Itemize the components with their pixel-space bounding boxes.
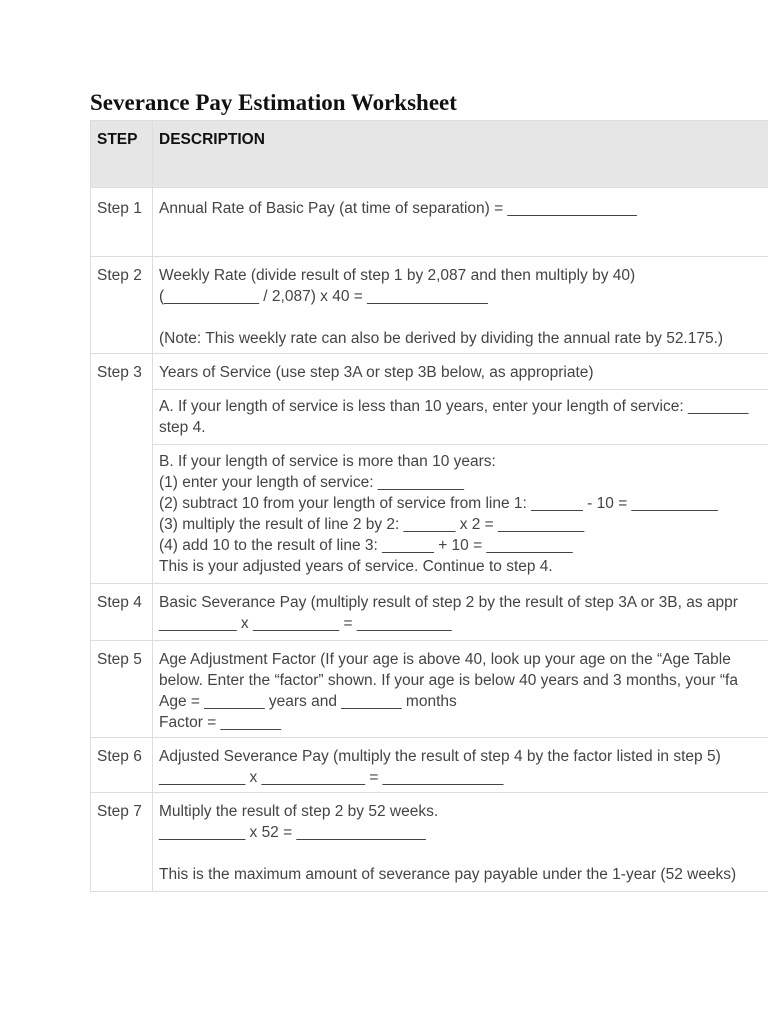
description-line: (2) subtract 10 from your length of service from line 1: ______ - 10 = __________ [159, 495, 718, 512]
description-line: Weekly Rate (divide result of step 1 by 2,087 and then multiply by 40) [159, 267, 636, 284]
formula-line: _________ x __________ = ___________ [159, 615, 452, 632]
note-line: (Note: This weekly rate can also be derived by dividing the annual rate by 52.175.) [159, 330, 724, 347]
table-row-step-1 [91, 188, 768, 257]
step-description [153, 738, 768, 793]
worksheet-table-container [90, 120, 768, 892]
table-header-row [91, 121, 768, 188]
step-label: Step 6 [91, 738, 153, 793]
page-title: Severance Pay Estimation Worksheet [90, 90, 457, 115]
description-line: Basic Severance Pay (multiply result of step 2 by the result of step 3A or 3B, as appr [159, 594, 738, 611]
step-description [153, 188, 768, 257]
step-3a-description [153, 390, 768, 445]
formula-line: (___________ / 2,087) x 40 = ______________ [159, 288, 488, 305]
table-row-step-6 [91, 738, 768, 793]
description-line: Age Adjustment Factor (If your age is above 40, look up your age on the “Age Table [159, 651, 731, 668]
step-label: Step 1 [91, 188, 153, 257]
step-description [153, 584, 768, 641]
formula-line: __________ x ____________ = ______________ [159, 769, 504, 786]
table-row-step-4 [91, 584, 768, 641]
table-row-step-3b [91, 445, 768, 584]
table-row-step-3a [91, 390, 768, 445]
step-label: Step 2 [91, 257, 153, 354]
description-line: Years of Service (use step 3A or step 3B below, as appropriate) [159, 364, 594, 381]
description-line: Annual Rate of Basic Pay (at time of separation) = _______________ [159, 200, 637, 217]
description-line: Multiply the result of step 2 by 52 weeks. [159, 803, 439, 820]
worksheet-table [90, 120, 768, 892]
table-row-step-5 [91, 641, 768, 738]
description-line: below. Enter the “factor” shown. If your age is below 40 years and 3 months, your “fa [159, 672, 738, 689]
step-label: Step 3 [91, 354, 153, 584]
formula-line: Factor = _______ [159, 714, 281, 731]
step-label: Step 4 [91, 584, 153, 641]
description-line: B. If your length of service is more than 10 years: [159, 453, 496, 470]
header-description: DESCRIPTION [153, 121, 768, 188]
description-line: This is the maximum amount of severance pay payable under the 1-year (52 weeks) [159, 866, 737, 883]
header-step: STEP [91, 121, 153, 188]
description-line: (3) multiply the result of line 2 by 2: ______ x 2 = __________ [159, 516, 585, 533]
table-row-step-2 [91, 257, 768, 354]
description-line: This is your adjusted years of service. Continue to step 4. [159, 558, 553, 575]
description-line: step 4. [159, 419, 206, 436]
description-line: A. If your length of service is less than 10 years, enter your length of service: _______ [159, 398, 749, 415]
table-row-step-7 [91, 793, 768, 892]
step-label: Step 7 [91, 793, 153, 892]
step-description [153, 354, 768, 390]
description-line: (1) enter your length of service: __________ [159, 474, 465, 491]
spacer [159, 307, 768, 328]
spacer [159, 843, 768, 864]
formula-line: __________ x 52 = _______________ [159, 824, 426, 841]
table-row-step-3 [91, 354, 768, 390]
step-description [153, 641, 768, 738]
step-label: Step 5 [91, 641, 153, 738]
step-description [153, 257, 768, 354]
description-line: Adjusted Severance Pay (multiply the result of step 4 by the factor listed in step 5) [159, 748, 721, 765]
step-description [153, 793, 768, 892]
step-3b-description [153, 445, 768, 584]
formula-line: Age = _______ years and _______ months [159, 693, 457, 710]
description-line: (4) add 10 to the result of line 3: ______ + 10 = __________ [159, 537, 573, 554]
